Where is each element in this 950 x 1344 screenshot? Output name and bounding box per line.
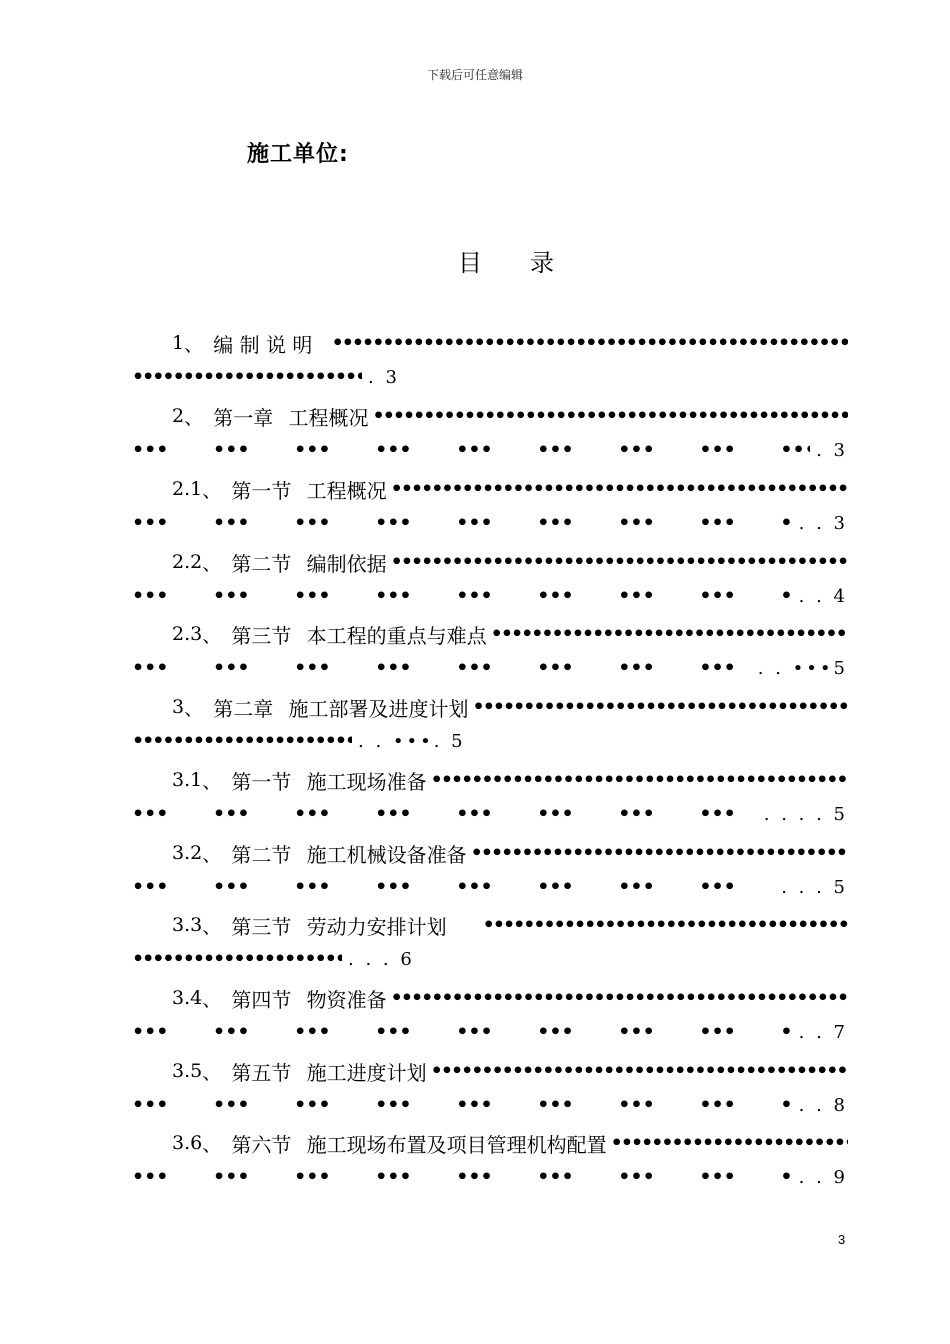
toc-leader (132, 439, 810, 461)
toc-entry-number: 3 (172, 696, 185, 718)
toc-entry-chapter: 第四节 (231, 987, 292, 1012)
toc-entry-chapter: 第三节 (231, 623, 292, 648)
toc-leader (431, 769, 848, 791)
toc-leader (132, 876, 775, 898)
toc-leader (391, 478, 848, 500)
toc-leader (132, 1021, 793, 1043)
toc-entry-page: . . 9 (798, 1166, 848, 1188)
toc-entry-title: 物资准备 (306, 987, 387, 1012)
toc-entry-page: . . 4 (798, 585, 848, 607)
toc-entry-number: 2.3 (172, 623, 203, 645)
toc-entry-chapter: 第一章 (213, 405, 274, 430)
toc-entry-separator: 、 (184, 406, 204, 429)
toc-entry[interactable] (132, 475, 848, 547)
toc-entry-chapter: 第一节 (231, 769, 292, 794)
toc-entry-separator: 、 (184, 333, 204, 356)
toc-entry-separator: 、 (202, 770, 222, 793)
toc-entry-separator: 、 (202, 552, 222, 575)
toc-entry-chapter: 第二节 (231, 842, 292, 867)
toc-entry[interactable] (132, 402, 848, 474)
toc-entry-title: 施工部署及进度计划 (288, 696, 469, 721)
toc-leader (132, 803, 758, 825)
toc-entry-number: 3.4 (172, 987, 203, 1009)
toc-title (458, 243, 556, 278)
toc-entry-number: 3.2 (172, 842, 203, 864)
toc-entry-title: 工程概况 (288, 405, 369, 430)
toc-leader (132, 948, 342, 970)
toc-entry-number: 3.3 (172, 914, 203, 936)
toc-entry-separator: 、 (202, 843, 222, 866)
toc-entry-separator: 、 (202, 1061, 222, 1084)
toc-entry[interactable] (132, 911, 848, 983)
toc-entry[interactable] (132, 839, 848, 911)
toc-leader (132, 585, 793, 607)
toc-entry-title: 编制依据 (306, 551, 387, 576)
toc-entry[interactable] (132, 548, 848, 620)
toc-entry-number: 2 (172, 405, 185, 427)
toc-entry-page: . . •••. 5 (358, 730, 466, 752)
toc-leader (132, 657, 752, 679)
toc-entry-separator: 、 (202, 915, 222, 938)
toc-leader (483, 914, 848, 936)
toc-entry[interactable] (132, 766, 848, 838)
toc-entry-page: . . . 5 (781, 876, 848, 898)
toc-leader (132, 1166, 793, 1188)
toc-leader (332, 332, 848, 354)
toc-entry-title: 本工程的重点与难点 (306, 623, 487, 648)
toc-leader (132, 512, 793, 534)
toc-leader (471, 842, 848, 864)
toc-entry-separator: 、 (202, 1133, 222, 1156)
page-number: 3 (838, 1232, 846, 1247)
toc-entry-page: . 3 (368, 366, 400, 388)
toc-entry-chapter: 第五节 (231, 1060, 292, 1085)
toc-entry-separator: 、 (202, 624, 222, 647)
toc-entry-page: . . . . 5 (763, 803, 848, 825)
construction-unit-label: 施工单位: (247, 142, 349, 167)
toc-entry-chapter: 第二章 (213, 696, 274, 721)
toc-entry[interactable] (132, 1129, 848, 1201)
toc-leader (491, 623, 848, 645)
toc-entry-page: . 3 (816, 439, 848, 461)
toc-leader (611, 1132, 848, 1154)
toc-entry-page: . . 8 (798, 1094, 848, 1116)
toc-entry-title: 施工进度计划 (306, 1060, 427, 1085)
toc-entry-title: 施工机械设备准备 (306, 842, 467, 867)
toc-entry-title: 劳动力安排计划 (306, 914, 447, 939)
toc-leader (391, 551, 848, 573)
toc-entry-number: 2.2 (172, 551, 203, 573)
toc-entry-title: 施工现场准备 (306, 769, 427, 794)
toc-leader (431, 1060, 848, 1082)
toc-entry[interactable] (132, 1057, 848, 1129)
toc-entry-separator: 、 (184, 697, 204, 720)
toc-leader (391, 987, 848, 1009)
toc-entry[interactable] (132, 984, 848, 1056)
toc-leader (132, 1094, 793, 1116)
toc-entry-separator: 、 (202, 988, 222, 1011)
toc-title-right: 录 (530, 249, 556, 277)
toc-entry-number: 1 (172, 332, 185, 354)
toc-entry-chapter: 第六节 (231, 1132, 292, 1157)
toc-entry-page: . . . 6 (348, 948, 415, 970)
toc-entry-chapter: 第一节 (231, 478, 292, 503)
toc-entry-page: . . •••5 (757, 657, 848, 679)
toc-title-left: 目 (458, 249, 484, 277)
toc-leader (132, 366, 362, 388)
toc-entry-chapter: 第三节 (231, 914, 292, 939)
toc-entry-number: 2.1 (172, 478, 203, 500)
toc-entry-page: . . 7 (798, 1021, 848, 1043)
toc-leader (373, 405, 848, 427)
toc-entry-title: 施工现场布置及项目管理机构配置 (306, 1132, 607, 1157)
toc-leader (473, 696, 848, 718)
toc-entry[interactable] (132, 329, 848, 401)
toc-leader (132, 730, 352, 752)
toc-entry[interactable] (132, 620, 848, 692)
toc-entry-title: 工程概况 (306, 478, 387, 503)
toc-entry-number: 3.1 (172, 769, 203, 791)
header-note: 下载后可任意编辑 (426, 68, 523, 82)
toc-entry[interactable] (132, 693, 848, 765)
toc-entry-chapter: 第二节 (231, 551, 292, 576)
toc-entry-separator: 、 (202, 479, 222, 502)
toc-entry-number: 3.6 (172, 1132, 203, 1154)
toc-entry-page: . . 3 (798, 512, 848, 534)
toc-entry-chapter: 编 制 说 明 (213, 332, 313, 357)
toc-entry-number: 3.5 (172, 1060, 203, 1082)
